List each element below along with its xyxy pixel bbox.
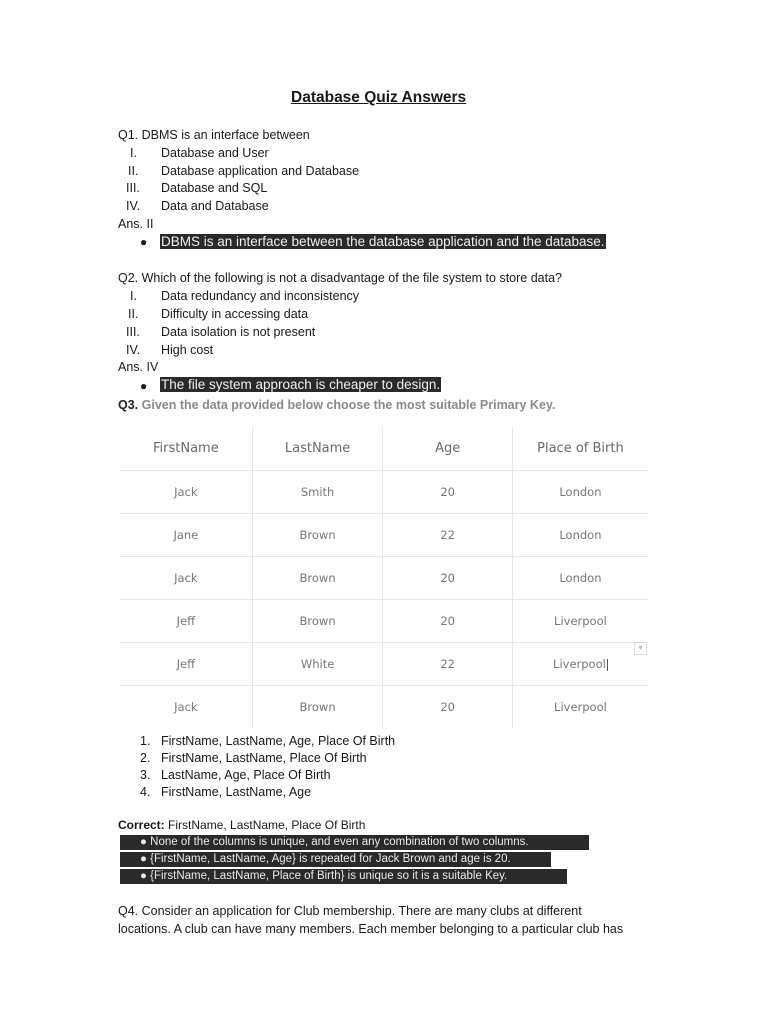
correct-value: FirstName, LastName, Place Of Birth	[168, 818, 366, 832]
q3-option-text: LastName, Age, Place Of Birth	[161, 768, 331, 782]
table-row	[120, 600, 648, 643]
table-cell: Brown	[252, 600, 383, 643]
q3-option-num: 4.	[140, 785, 151, 799]
table-cell: Jeff	[120, 600, 252, 643]
q3-option-num: 3.	[140, 768, 151, 782]
table-row	[120, 643, 648, 686]
bullet-icon: ●	[140, 379, 148, 393]
table-row	[120, 557, 648, 600]
table-cell: 20	[383, 600, 512, 643]
q2-question: Q2. Which of the following is not a disadvantage of the file system to store data?	[118, 271, 562, 285]
q3-correct	[118, 818, 365, 832]
q3-option-text: FirstName, LastName, Age, Place Of Birth	[161, 734, 396, 748]
data-table	[120, 427, 648, 728]
page-title: Database Quiz Answers	[291, 89, 467, 106]
q3-option-text: FirstName, LastName, Age	[161, 785, 312, 799]
table-row	[120, 514, 648, 557]
table-row	[120, 686, 648, 729]
q2-option-text: Data redundancy and inconsistency	[161, 289, 360, 303]
q3-note: ● {FirstName, LastName, Age} is repeated for Jack Brown and age is 20.	[120, 852, 551, 867]
column-header: Place of Birth	[512, 427, 648, 471]
column-header: LastName	[252, 427, 383, 471]
q1-option-text: Data and Database	[161, 199, 269, 213]
table-cell: Brown	[252, 686, 383, 729]
q1-option-num: I.	[130, 146, 137, 160]
q1-option-text: Database application and Database	[161, 164, 360, 178]
table-cell: 22	[383, 643, 512, 686]
correct-label: Correct:	[118, 818, 165, 832]
q2-explanation: The file system approach is cheaper to design.	[161, 377, 441, 392]
table-cell: London	[512, 471, 648, 514]
table-cell: Jeff	[120, 643, 252, 686]
q1-explanation: DBMS is an interface between the database application and the database.	[161, 234, 605, 249]
table-cell: Liverpool	[512, 600, 648, 643]
q4-line: Q4. Consider an application for Club membership. There are many clubs at different	[118, 904, 582, 918]
q3-option-text: FirstName, LastName, Place Of Birth	[161, 751, 367, 765]
table-cell-editing[interactable]	[512, 643, 648, 686]
q2-option-text: Difficulty in accessing data	[161, 307, 309, 321]
q3-note: ● None of the columns is unique, and even any combination of two columns.	[120, 835, 589, 850]
q2-option-num: I.	[130, 289, 137, 303]
q1-option-text: Database and SQL	[161, 181, 268, 195]
table-cell: 22	[383, 514, 512, 557]
q1-option-num: III.	[126, 181, 140, 195]
table-cell: Brown	[252, 557, 383, 600]
q1-option-text: Database and User	[161, 146, 269, 160]
table-cell: 20	[383, 557, 512, 600]
table-cell: White	[252, 643, 383, 686]
q2-option-text: Data isolation is not present	[161, 325, 316, 339]
table-cell: Jane	[120, 514, 252, 557]
text-cursor	[607, 659, 608, 671]
q3-label: Q3.	[118, 398, 139, 412]
table-cell: Liverpool	[512, 686, 648, 729]
table-cell: 20	[383, 686, 512, 729]
q2-option-num: III.	[126, 325, 140, 339]
q3-question	[118, 398, 555, 412]
q2-option-num: IV.	[126, 343, 141, 357]
table-cell: London	[512, 514, 648, 557]
q1-answer: Ans. II	[118, 217, 154, 231]
table-cell-text: Liverpool	[553, 657, 606, 671]
table-header-row	[120, 427, 648, 471]
q3-text: Given the data provided below choose the most suitable Primary Key.	[141, 398, 556, 412]
q1-question: Q1. DBMS is an interface between	[118, 128, 310, 142]
table-cell: Jack	[120, 471, 252, 514]
column-header: FirstName	[152, 441, 219, 456]
q3-option-num: 1.	[140, 734, 151, 748]
q2-answer: Ans. IV	[118, 360, 159, 374]
q1-option-num: IV.	[126, 199, 141, 213]
table-cell: Brown	[252, 514, 383, 557]
table-cell: Jack	[120, 557, 252, 600]
q2-option-num: II.	[128, 307, 139, 321]
dropdown-arrow-icon[interactable]: ▼	[634, 642, 647, 655]
column-header: Age	[383, 427, 512, 471]
table-cell: Jack	[120, 686, 252, 729]
q2-option-text: High cost	[161, 343, 214, 357]
q1-option-num: II.	[128, 164, 139, 178]
bullet-icon: ●	[140, 235, 148, 249]
q3-option-num: 2.	[140, 751, 151, 765]
table-row	[120, 471, 648, 514]
table-cell: Smith	[252, 471, 383, 514]
q3-note: ● {FirstName, LastName, Place of Birth} is unique so it is a suitable Key.	[120, 869, 567, 884]
q4-line: locations. A club can have many members. Each member belonging to a particular club has	[118, 922, 624, 936]
table-cell: London	[512, 557, 648, 600]
table-cell: 20	[383, 471, 512, 514]
